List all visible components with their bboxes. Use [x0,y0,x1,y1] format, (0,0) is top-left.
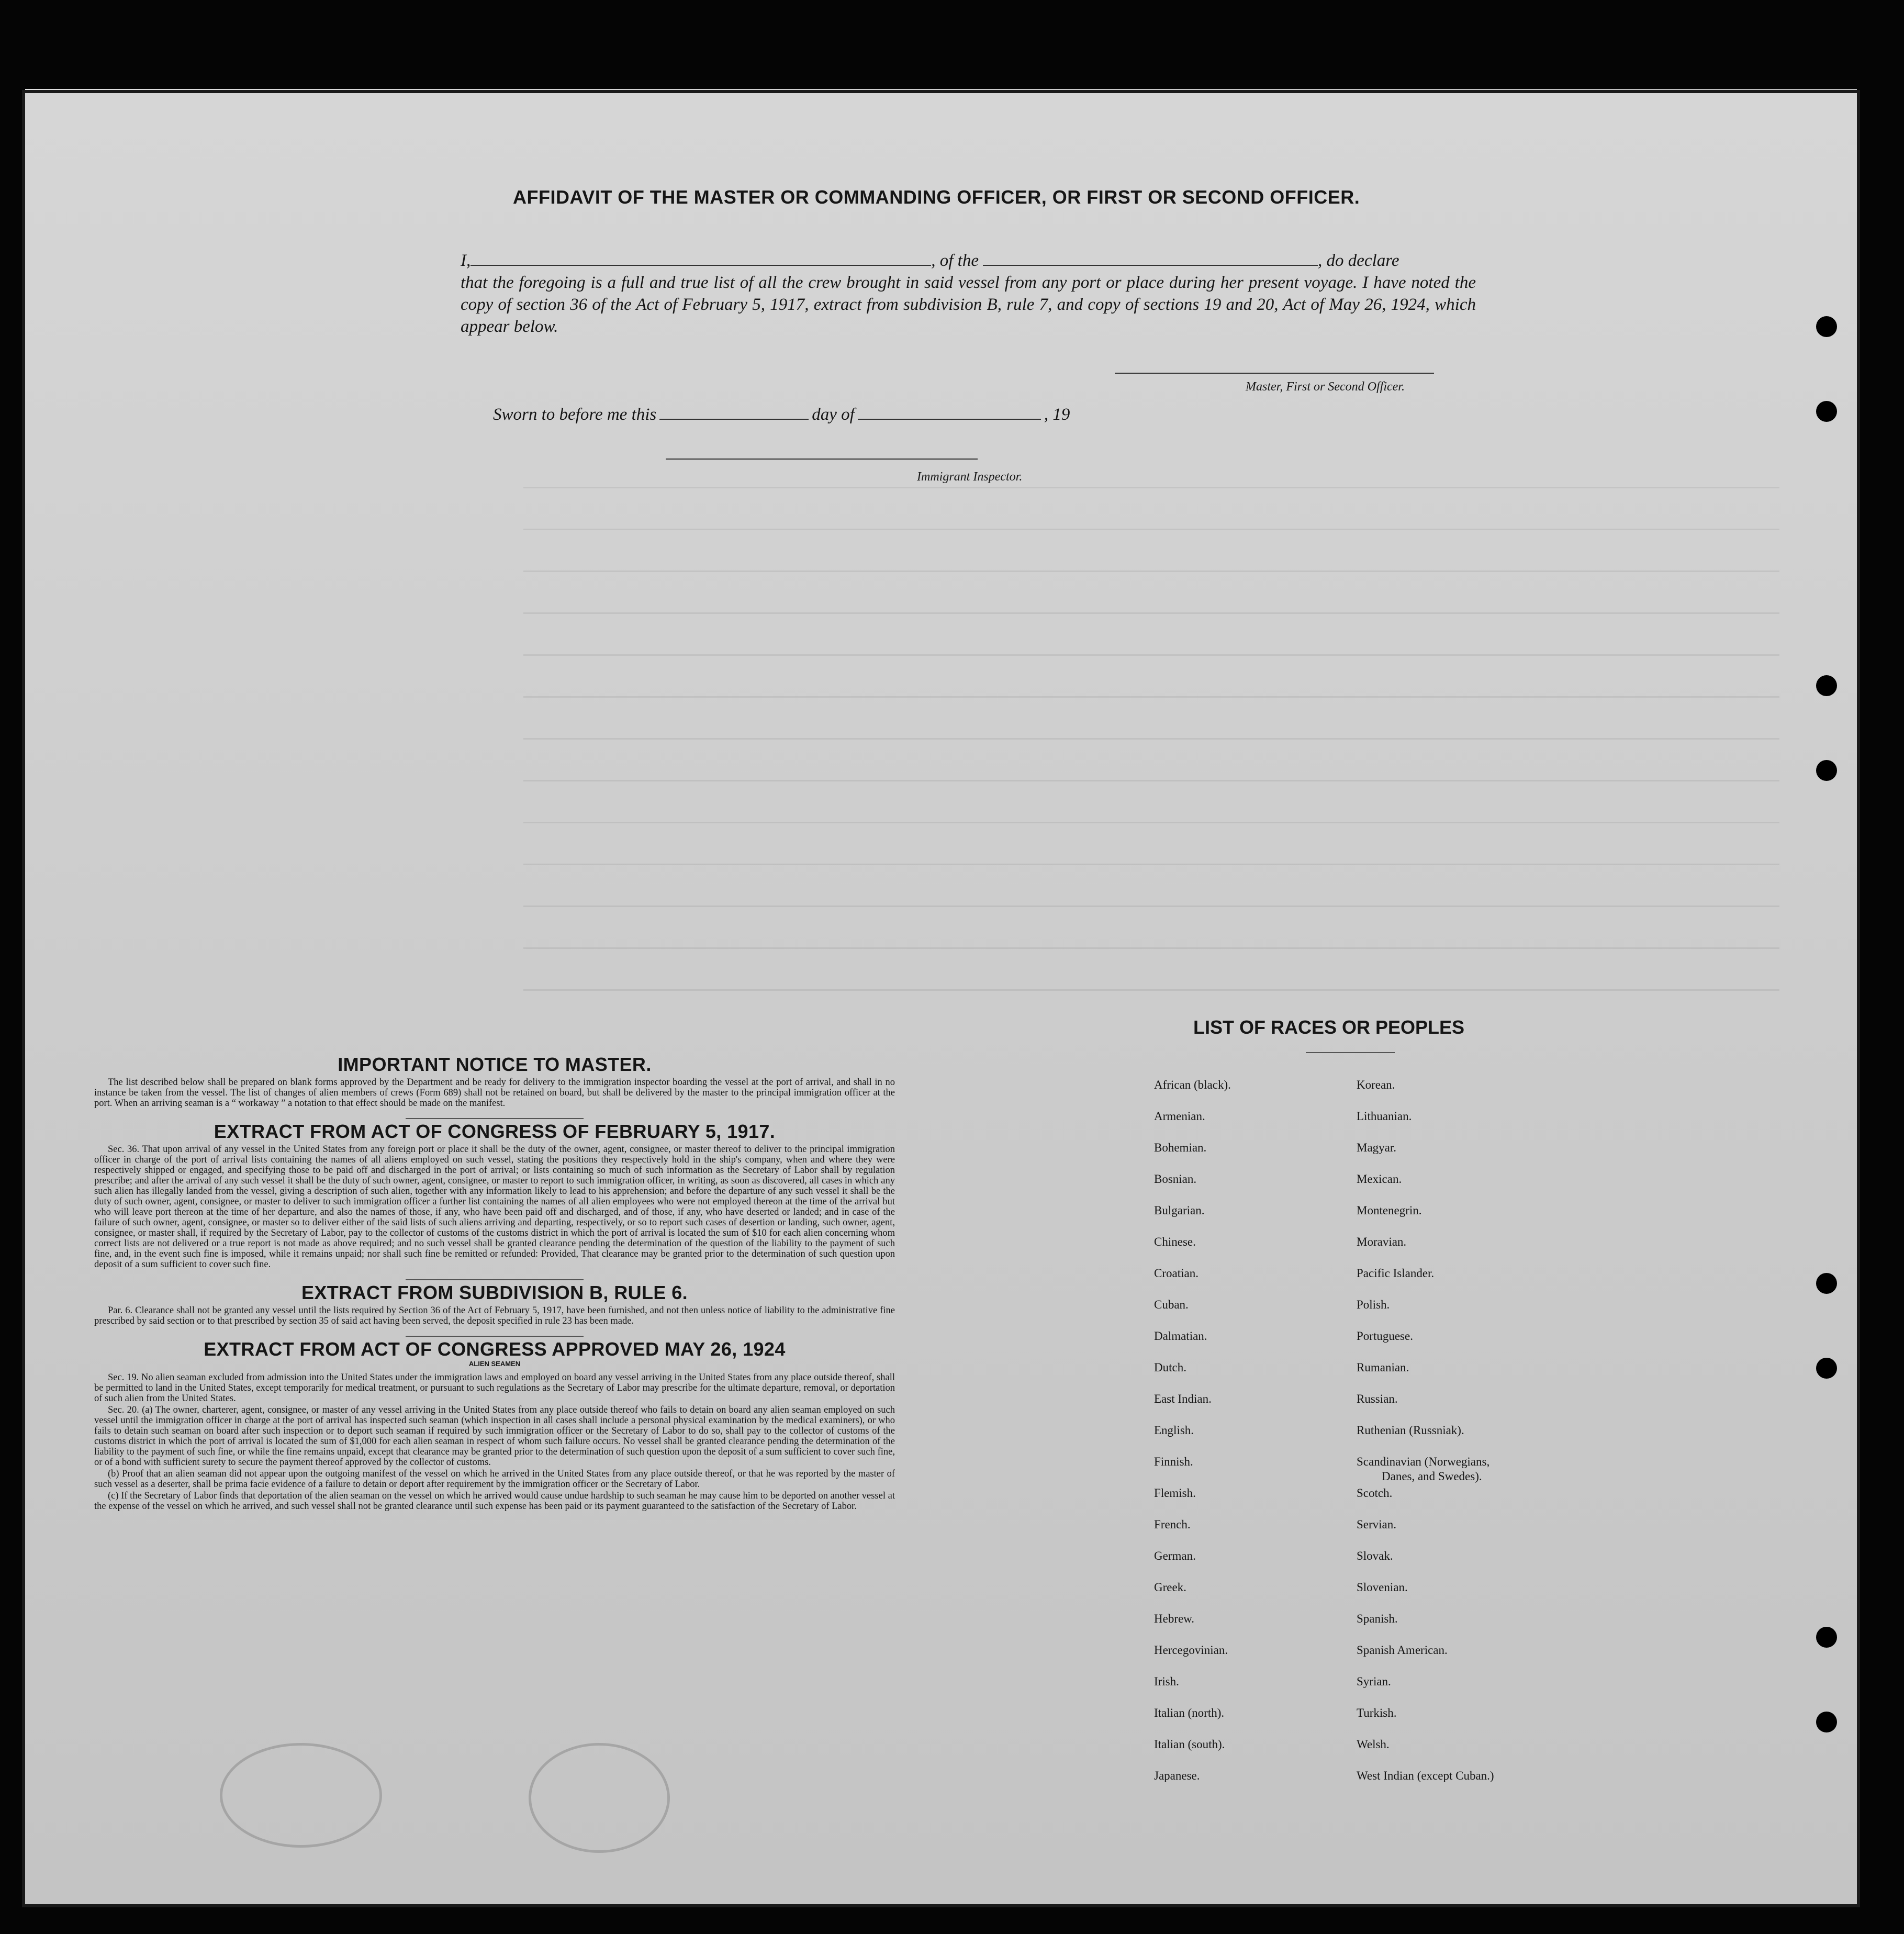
affidavit-text: that the foregoing is a full and true list of all the crew brought in said vessel from any port or place during her present voyage. I have noted the copy of section 36 of the Act of February 5, 1917, extract from subdivision B, rule 7, and copy of sections 19 and 20, Act of May 26, 1924, which appear below. [461,273,1476,336]
sworn-month-field[interactable] [858,403,1041,420]
inspector-signature-label: Immigrant Inspector. [917,470,1023,484]
master-signature-line[interactable] [1115,373,1434,374]
race-item: Ruthenian (Russniak). [1357,1424,1464,1437]
manifest-page [25,93,1857,1904]
extract-1924-title: EXTRACT FROM ACT OF CONGRESS APPROVED MAY 26, 1924 [204,1338,786,1360]
race-item: Italian (north). [1154,1706,1225,1719]
race-item: Polish. [1357,1298,1390,1311]
race-item: Dalmatian. [1154,1329,1207,1343]
extract-1924-sec19: Sec. 19. No alien seaman excluded from admission into the United States under the immigration laws and employed on board any vessel arriving in the United States from any place outside thereof, shall be permitted to land in the United States, except temporarily for medical treatment, or pursuant to such regulations as the Secretary of Labor may prescribe for the ultimate departure, removal, or deportation of such alien from the United States. [94,1372,895,1404]
race-item: Hercegovinian. [1154,1644,1228,1657]
race-item: Spanish American. [1357,1644,1448,1657]
race-item: Servian. [1357,1518,1397,1531]
bleed-through-row [523,989,1779,991]
race-item-continuation: Danes, and Swedes). [1382,1470,1482,1483]
race-item: Armenian. [1154,1110,1205,1123]
sworn-day-field[interactable] [659,403,809,420]
punch-hole [1816,760,1837,781]
extract-1924-subtitle: ALIEN SEAMEN [468,1360,521,1368]
sworn-day-of: day of [812,405,855,424]
races-divider [1306,1052,1395,1053]
race-item: East Indian. [1154,1392,1212,1405]
bleed-through-row [523,905,1779,907]
bleed-through-row [523,738,1779,740]
master-signature-label: Master, First or Second Officer. [1246,380,1405,394]
bleed-through-row [523,529,1779,530]
sworn-year: , 19 [1044,405,1070,424]
punch-hole [1816,1358,1837,1379]
bleed-through-row [523,612,1779,614]
race-item: West Indian (except Cuban.) [1357,1769,1494,1782]
declaration-line [461,249,1476,272]
extract-rule6-title: EXTRACT FROM SUBDIVISION B, RULE 6. [301,1282,688,1303]
race-item: Turkish. [1357,1706,1397,1719]
bleed-through-row [523,822,1779,823]
race-item: Finnish. [1154,1455,1193,1468]
bleed-through-row [523,947,1779,949]
punch-hole [1816,1627,1837,1648]
race-item: Cuban. [1154,1298,1189,1311]
notice-text: The list described below shall be prepared on blank forms approved by the Department and be ready for delivery to the immigration inspector boarding the vessel at the port of arrival, and shall in no instance be taken from the vessel. The list of changes of alien members of crews (Form 689) shall not be retained on board, but shall be delivered by the master to the principal immigration officer at the port. When an arriving seaman is a “ workaway ” a notation to that effect should be made on the manifest. [94,1077,895,1109]
punch-hole [1816,1712,1837,1732]
section-divider [406,1118,584,1119]
race-item: Bohemian. [1154,1141,1207,1154]
extract-rule6-text: Par. 6. Clearance shall not be granted any vessel until the lists required by Section 36 of the Act of February 5, 1917, have been furnished, and not then unless notice of liability to the administrative fine prescribed by said section or to that prescribed by section 35 of said act having been served, the deposit specified in rule 23 has been made. [94,1305,895,1326]
officer-name-field[interactable] [471,249,931,266]
punch-hole [1816,1273,1837,1294]
section-divider [406,1336,584,1337]
legal-notices [94,1052,895,1513]
section-divider [406,1279,584,1280]
bleed-through-row [523,571,1779,572]
race-item: Syrian. [1357,1675,1391,1688]
faded-stamp [220,1743,382,1848]
race-item: African (black). [1154,1078,1231,1091]
race-item: French. [1154,1518,1191,1531]
race-item: Rumanian. [1357,1361,1409,1374]
races-title: LIST OF RACES OR PEOPLES [1193,1016,1465,1038]
affidavit-body [461,249,1476,338]
race-item: Russian. [1357,1392,1398,1405]
punch-hole [1816,316,1837,337]
race-item: Croatian. [1154,1267,1199,1280]
punch-hole [1816,401,1837,422]
race-item: Greek. [1154,1581,1186,1594]
bleed-through-row [523,654,1779,656]
extract-1917-text: Sec. 36. That upon arrival of any vessel in the United States from any foreign port or place it shall be the duty of the owner, agent, consignee, or master thereof to deliver to the principal immigration officer in charge of the port of arrival lists containing the names of all aliens employed on such vessel, stating the positions they respectively hold in the ship's company, when and where they were respectively shipped or engaged, and specifying those to be paid off and discharged in the port of arrival; or lists containing so much of such information as the Secretary of Labor shall by regulation prescribe; and after the arrival of any such vessel it shall be the duty of such owner, agent, consignee, or master to report to such immigration officer, in writing, as soon as discovered, all cases in which any such alien has illegally landed from the vessel, giving a description of such alien, together with any information likely to lead to his apprehension; and before the departure of any such vessel it shall be the duty of such owner, agent, consignee, or master to deliver to such immigration officer a further list containing the names of all alien employees who were not employed thereon at the time of the arrival but who will leave port thereon at the time of her departure, and also the names of those, if any, who have been paid off and discharged, and of those, if any, who have deserted or landed; and in case of the failure of such owner, agent, consignee, or master so to deliver either of the said lists of such aliens arriving and departing, respectively, or so to report such cases of desertion or landing, such owner, agent, consignee, or master shall, if required by the Secretary of Labor, pay to the collector of customs of the customs district in which the port of arrival is located the sum of $10 for each alien concerning whom correct lists are not delivered or a true report is not made as above required; and no such vessel shall be granted clearance pending the determination of the question of the liability to the payment of such fine, and, in the event such fine is imposed, while it remains unpaid; nor shall such fine be remitted or refunded: Provided, That clearance may be granted prior to the determination of such question upon deposit of a sum sufficient to cover such fine. [94,1144,895,1270]
race-item: English. [1154,1424,1194,1437]
bleed-through-row [523,696,1779,698]
race-item: Slovak. [1357,1549,1393,1562]
bleed-through-row [523,864,1779,865]
race-item: Bulgarian. [1154,1204,1205,1217]
race-item: Scotch. [1357,1486,1393,1500]
punch-hole [1816,675,1837,696]
declaration-of-the: , of the [931,251,979,270]
extract-1924-sec20c: (c) If the Secretary of Labor finds that deportation of the alien seaman on the vessel on which he arrived would cause undue hardship to such seaman he may cause him to be deported on another vessel at the expense of the vessel on which he arrived, and such vessel shall not be granted clearance until such expense has been paid or its payment guaranteed to the satisfaction of the Secretary of Labor. [94,1491,895,1512]
race-item: Pacific Islander. [1357,1267,1435,1280]
notice-title: IMPORTANT NOTICE TO MASTER. [338,1054,652,1075]
race-item: Welsh. [1357,1738,1390,1751]
race-item: Flemish. [1154,1486,1196,1500]
race-item: Bosnian. [1154,1172,1197,1186]
race-item: Moravian. [1357,1235,1407,1248]
sworn-statement [493,403,1070,424]
faded-stamp [529,1743,670,1853]
race-item: Mexican. [1357,1172,1402,1186]
bleed-through-row [523,487,1779,488]
inspector-signature-line[interactable] [666,459,978,460]
race-item: Slovenian. [1357,1581,1408,1594]
race-item: Japanese. [1154,1769,1200,1782]
race-item: Magyar. [1357,1141,1397,1154]
race-item: Italian (south). [1154,1738,1225,1751]
race-item: Dutch. [1154,1361,1186,1374]
race-item: Irish. [1154,1675,1179,1688]
race-item: Scandinavian (Norwegians, [1357,1455,1490,1468]
race-item: Montenegrin. [1357,1204,1422,1217]
race-item: German. [1154,1549,1196,1562]
affidavit-title: AFFIDAVIT OF THE MASTER OR COMMANDING OFFICER, OR FIRST OR SECOND OFFICER. [513,186,1360,208]
race-item: Portuguese. [1357,1329,1413,1343]
declaration-suffix: , do declare [1317,251,1399,270]
race-item: Hebrew. [1154,1612,1195,1625]
race-item: Korean. [1357,1078,1395,1091]
race-item: Chinese. [1154,1235,1196,1248]
race-item: Lithuanian. [1357,1110,1412,1123]
declaration-prefix: I, [461,251,471,270]
extract-1924-sec20a: Sec. 20. (a) The owner, charterer, agent, consignee, or master of any vessel arriving in the United States from any place outside thereof who fails to detain on board any alien seaman employed on such vessel until the immigration officer in charge at the port of arrival has inspected such seaman (which inspection in all cases shall include a personal physical examination by the medical examiners), or who fails to detain such seaman on board after such inspection or to deport such seaman if required by such immigration officer or the Secretary of Labor to do so, shall pay to the collector of customs of the customs district in which the port of arrival is located the sum of $1,000 for each alien seaman in respect of whom such failure occurs. No vessel shall be granted clearance pending the determination of the liability to the payment of such fine, or while the fine remains unpaid, except that clearance may be granted prior to the determination of such question upon the deposit of a sum sufficient to cover such fine, or of a bond with sufficient surety to secure the payment thereof approved by the collector of customs. [94,1405,895,1468]
extract-1917-title: EXTRACT FROM ACT OF CONGRESS OF FEBRUARY 5, 1917. [214,1121,776,1142]
bleed-through-row [523,780,1779,781]
extract-1924-sec20b: (b) Proof that an alien seaman did not appear upon the outgoing manifest of the vessel on which he arrived in the United States from any place outside thereof, or that he was reported by the master of such vessel as a deserter, shall be prima facie evidence of a failure to detain or deport after requirement by the immigration officer or the Secretary of Labor. [94,1469,895,1490]
race-item: Spanish. [1357,1612,1398,1625]
sworn-prefix: Sworn to before me this [493,405,657,424]
vessel-name-field[interactable] [983,249,1318,266]
